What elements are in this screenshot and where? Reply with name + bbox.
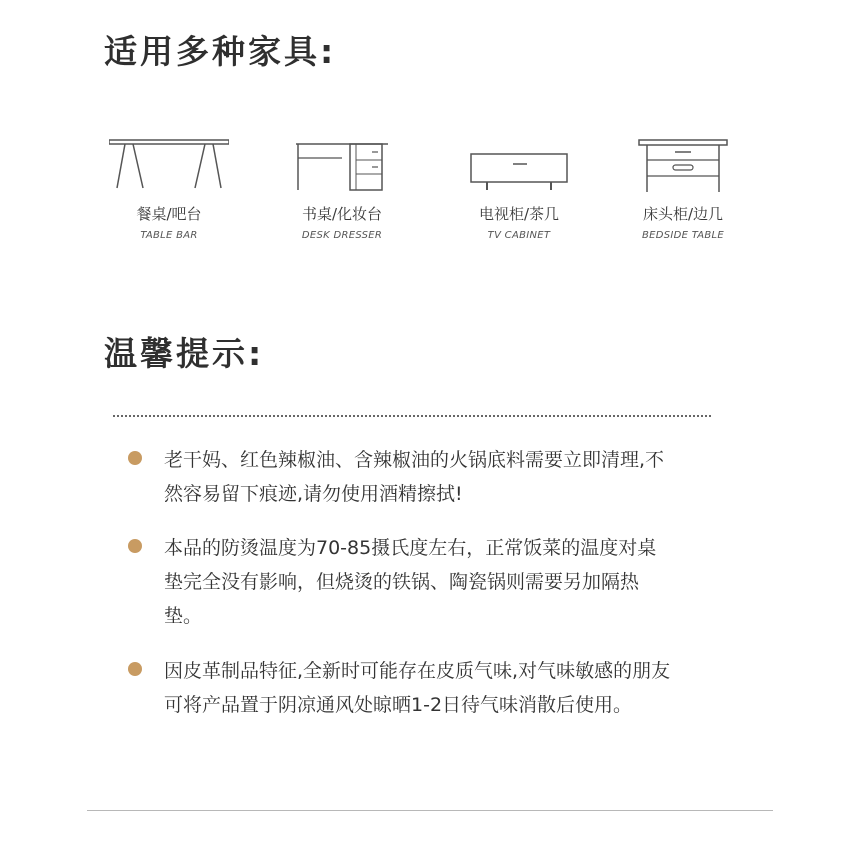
furniture-label-cn: 餐桌/吧台 [136,205,202,223]
furniture-item-table-bar [89,130,249,250]
furniture-list [0,130,860,250]
desk-icon [282,134,402,196]
furniture-item-bedside-table [603,130,763,250]
tips-section-title: 温馨提示: [104,334,265,373]
tv-cabinet-icon [459,134,579,196]
dining-table-icon [109,134,229,196]
furniture-item-tv-cabinet [439,130,599,250]
furniture-label-en: TV CABINET [487,230,551,241]
furniture-label-en: DESK DRESSER [301,230,383,241]
bottom-divider [87,810,773,811]
bedside-table-icon [623,134,743,196]
bullet-dot-icon [128,662,142,676]
bullet-dot-icon [128,539,142,553]
tip-text: 老干妈、红色辣椒油、含辣椒油的火锅底料需要立即清理,不然容易留下痕迹,请勿使用酒精擦拭! [164,449,665,505]
furniture-label-en: TABLE BAR [140,230,198,241]
furniture-label-cn: 电视柜/茶几 [478,205,560,223]
tip-text: 本品的防烫温度为70-85摄氏度左右，正常饭菜的温度对桌垫完全没有影响，但烧烫的铁锅、陶瓷锅则需要另加隔热垫。 [164,537,657,627]
bullet-dot-icon [128,451,142,465]
furniture-label-cn: 书桌/化妆台 [301,205,383,223]
furniture-label-en: BEDSIDE TABLE [641,230,725,241]
dotted-divider [113,415,711,417]
furniture-section-title: 适用多种家具: [104,32,337,71]
tip-text: 因皮革制品特征,全新时可能存在皮质气味,对气味敏感的朋友可将产品置于阴凉通风处晾晒1-2日待气味消散后使用。 [164,660,671,716]
furniture-label-cn: 床头柜/边几 [642,205,724,223]
furniture-item-desk-dresser [262,130,422,250]
